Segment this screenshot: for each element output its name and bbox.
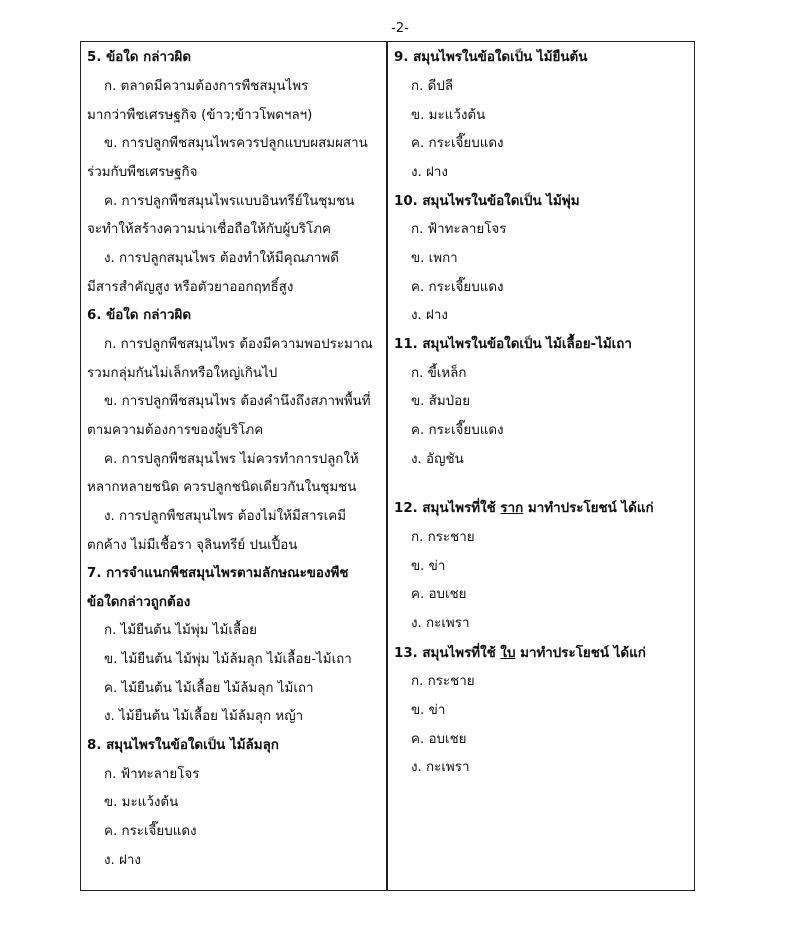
- q7-option-b: ข. ไม้ยืนต้น ไม้พุ่ม ไม้ล้มลุก ไม้เลื้อย-ไม้เถา: [104, 652, 352, 667]
- q11-option-c: ค. กระเจี๊ยบแดง: [411, 423, 504, 438]
- q7-option-d: ง. ไม้ยืนต้น ไม้เลื้อย ไม้ล้มลุก หญ้า: [104, 709, 304, 724]
- q9-option-b: ข. มะแว้งต้น: [411, 108, 486, 123]
- q5-option-b-cont: ร่วมกับพืชเศรษฐกิจ: [87, 165, 198, 180]
- q6-option-b: ข. การปลูกพืชสมุนไพร ต้องคำนึงถึงสภาพพื้นที่: [104, 394, 371, 409]
- q12-title-keyword: ราก: [500, 501, 524, 516]
- q5-title: 5. ข้อใด กล่าวผิด: [87, 50, 192, 65]
- q6-option-c: ค. การปลูกพืชสมุนไพร ไม่ควรทำการปลูกให้: [104, 452, 359, 467]
- q12-title-end: มาทำประโยชน์ ได้แก่: [523, 501, 654, 516]
- q8-title: 8. สมุนไพรในข้อใดเป็น ไม้ล้มลุก: [87, 738, 279, 753]
- q13-option-a: ก. กระชาย: [411, 674, 475, 689]
- q6-option-a: ก. การปลูกพืชสมุนไพร ต้องมีความพอประมาณ: [104, 337, 373, 352]
- q13-title: [394, 644, 646, 664]
- q7-option-c: ค. ไม้ยืนต้น ไม้เลื้อย ไม้ล้มลุก ไม้เถา: [104, 681, 314, 696]
- q10-option-a: ก. ฟ้าทะลายโจร: [411, 222, 507, 237]
- q13-option-d: ง. กะเพรา: [411, 760, 470, 775]
- q11-option-a: ก. ขี้เหล็ก: [411, 366, 467, 381]
- q6-option-d-cont: ตกค้าง ไม่มีเชื้อรา จุลินทรีย์ ปนเปื้อน: [87, 538, 298, 553]
- q10-title: 10. สมุนไพรในข้อใดเป็น ไม้พุ่ม: [394, 194, 580, 209]
- column-divider: [386, 42, 388, 890]
- q11-option-d: ง. อัญชัน: [411, 452, 464, 467]
- q13-title-start: 13. สมุนไพรที่ใช้: [394, 646, 501, 661]
- q5-option-d: ง. การปลูกสมุนไพร ต้องทำให้มีคุณภาพดี: [104, 251, 339, 266]
- q10-option-c: ค. กระเจี๊ยบแดง: [411, 280, 504, 295]
- q13-title-keyword: ใบ: [500, 646, 516, 661]
- q6-option-b-cont: ตามความต้องการของผู้บริโภค: [87, 423, 264, 438]
- q12-option-c: ค. อบเชย: [411, 587, 467, 602]
- q7-title-cont: ข้อใดกล่าวถูกต้อง: [87, 595, 191, 610]
- q12-option-a: ก. กระชาย: [411, 530, 475, 545]
- q10-option-d: ง. ฝาง: [411, 308, 448, 323]
- q7-title: 7. การจำแนกพืชสมุนไพรตามลักษณะของพืช: [87, 566, 349, 581]
- q5-option-d-cont: มีสารสำคัญสูง หรือตัวยาออกฤทธิ์สูง: [87, 280, 294, 295]
- q11-title: 11. สมุนไพรในข้อใดเป็น ไม้เลื้อย-ไม้เถา: [394, 337, 632, 352]
- q7-option-a: ก. ไม้ยืนต้น ไม้พุ่ม ไม้เลื้อย: [104, 623, 257, 638]
- q5-option-b: ข. การปลูกพืชสมุนไพรควรปลูกแบบผสมผสาน: [104, 136, 368, 151]
- page-number: -2-: [391, 21, 409, 36]
- q9-option-c: ค. กระเจี๊ยบแดง: [411, 136, 504, 151]
- q8-option-d: ง. ฝาง: [104, 853, 141, 868]
- q11-option-b: ข. ส้มป่อย: [411, 394, 471, 409]
- q8-option-a: ก. ฟ้าทะลายโจร: [104, 767, 200, 782]
- q6-option-c-cont: หลากหลายชนิด ควรปลูกชนิดเดียวกันในชุมชน: [87, 480, 357, 495]
- q13-option-c: ค. อบเชย: [411, 732, 467, 747]
- q6-title: 6. ข้อใด กล่าวผิด: [87, 308, 192, 323]
- q6-option-a-cont: รวมกลุ่มกันไม่เล็กหรือใหญ่เกินไป: [87, 366, 278, 381]
- q9-title: 9. สมุนไพรในข้อใดเป็น ไม้ยืนต้น: [394, 50, 588, 65]
- q5-option-a-cont: มากว่าพืชเศรษฐกิจ (ข้าว;ข้าวโพดฯลฯ): [87, 108, 313, 123]
- q9-option-d: ง. ฝาง: [411, 165, 448, 180]
- q10-option-b: ข. เพกา: [411, 251, 458, 266]
- q8-option-c: ค. กระเจี๊ยบแดง: [104, 824, 197, 839]
- q8-option-b: ข. มะแว้งต้น: [104, 795, 179, 810]
- q12-title: [394, 499, 654, 519]
- q13-option-b: ข. ข่า: [411, 703, 446, 718]
- q12-title-start: 12. สมุนไพรที่ใช้: [394, 501, 501, 516]
- q5-option-c-cont: จะทำให้สร้างความน่าเชื่อถือให้กับผู้บริโภค: [87, 222, 332, 237]
- q5-option-c: ค. การปลูกพืชสมุนไพรแบบอินทรีย์ในชุมชน: [104, 194, 355, 209]
- q5-option-a: ก. ตลาดมีความต้องการพืชสมุนไพร: [104, 79, 309, 94]
- q13-title-end: มาทำประโยชน์ ได้แก่: [515, 646, 646, 661]
- q12-option-b: ข. ข่า: [411, 559, 446, 574]
- q9-option-a: ก. ดีปลี: [411, 79, 454, 94]
- q12-option-d: ง. กะเพรา: [411, 616, 470, 631]
- question-table: [80, 41, 695, 891]
- q6-option-d: ง. การปลูกพืชสมุนไพร ต้องไม่ให้มีสารเคมี: [104, 509, 347, 524]
